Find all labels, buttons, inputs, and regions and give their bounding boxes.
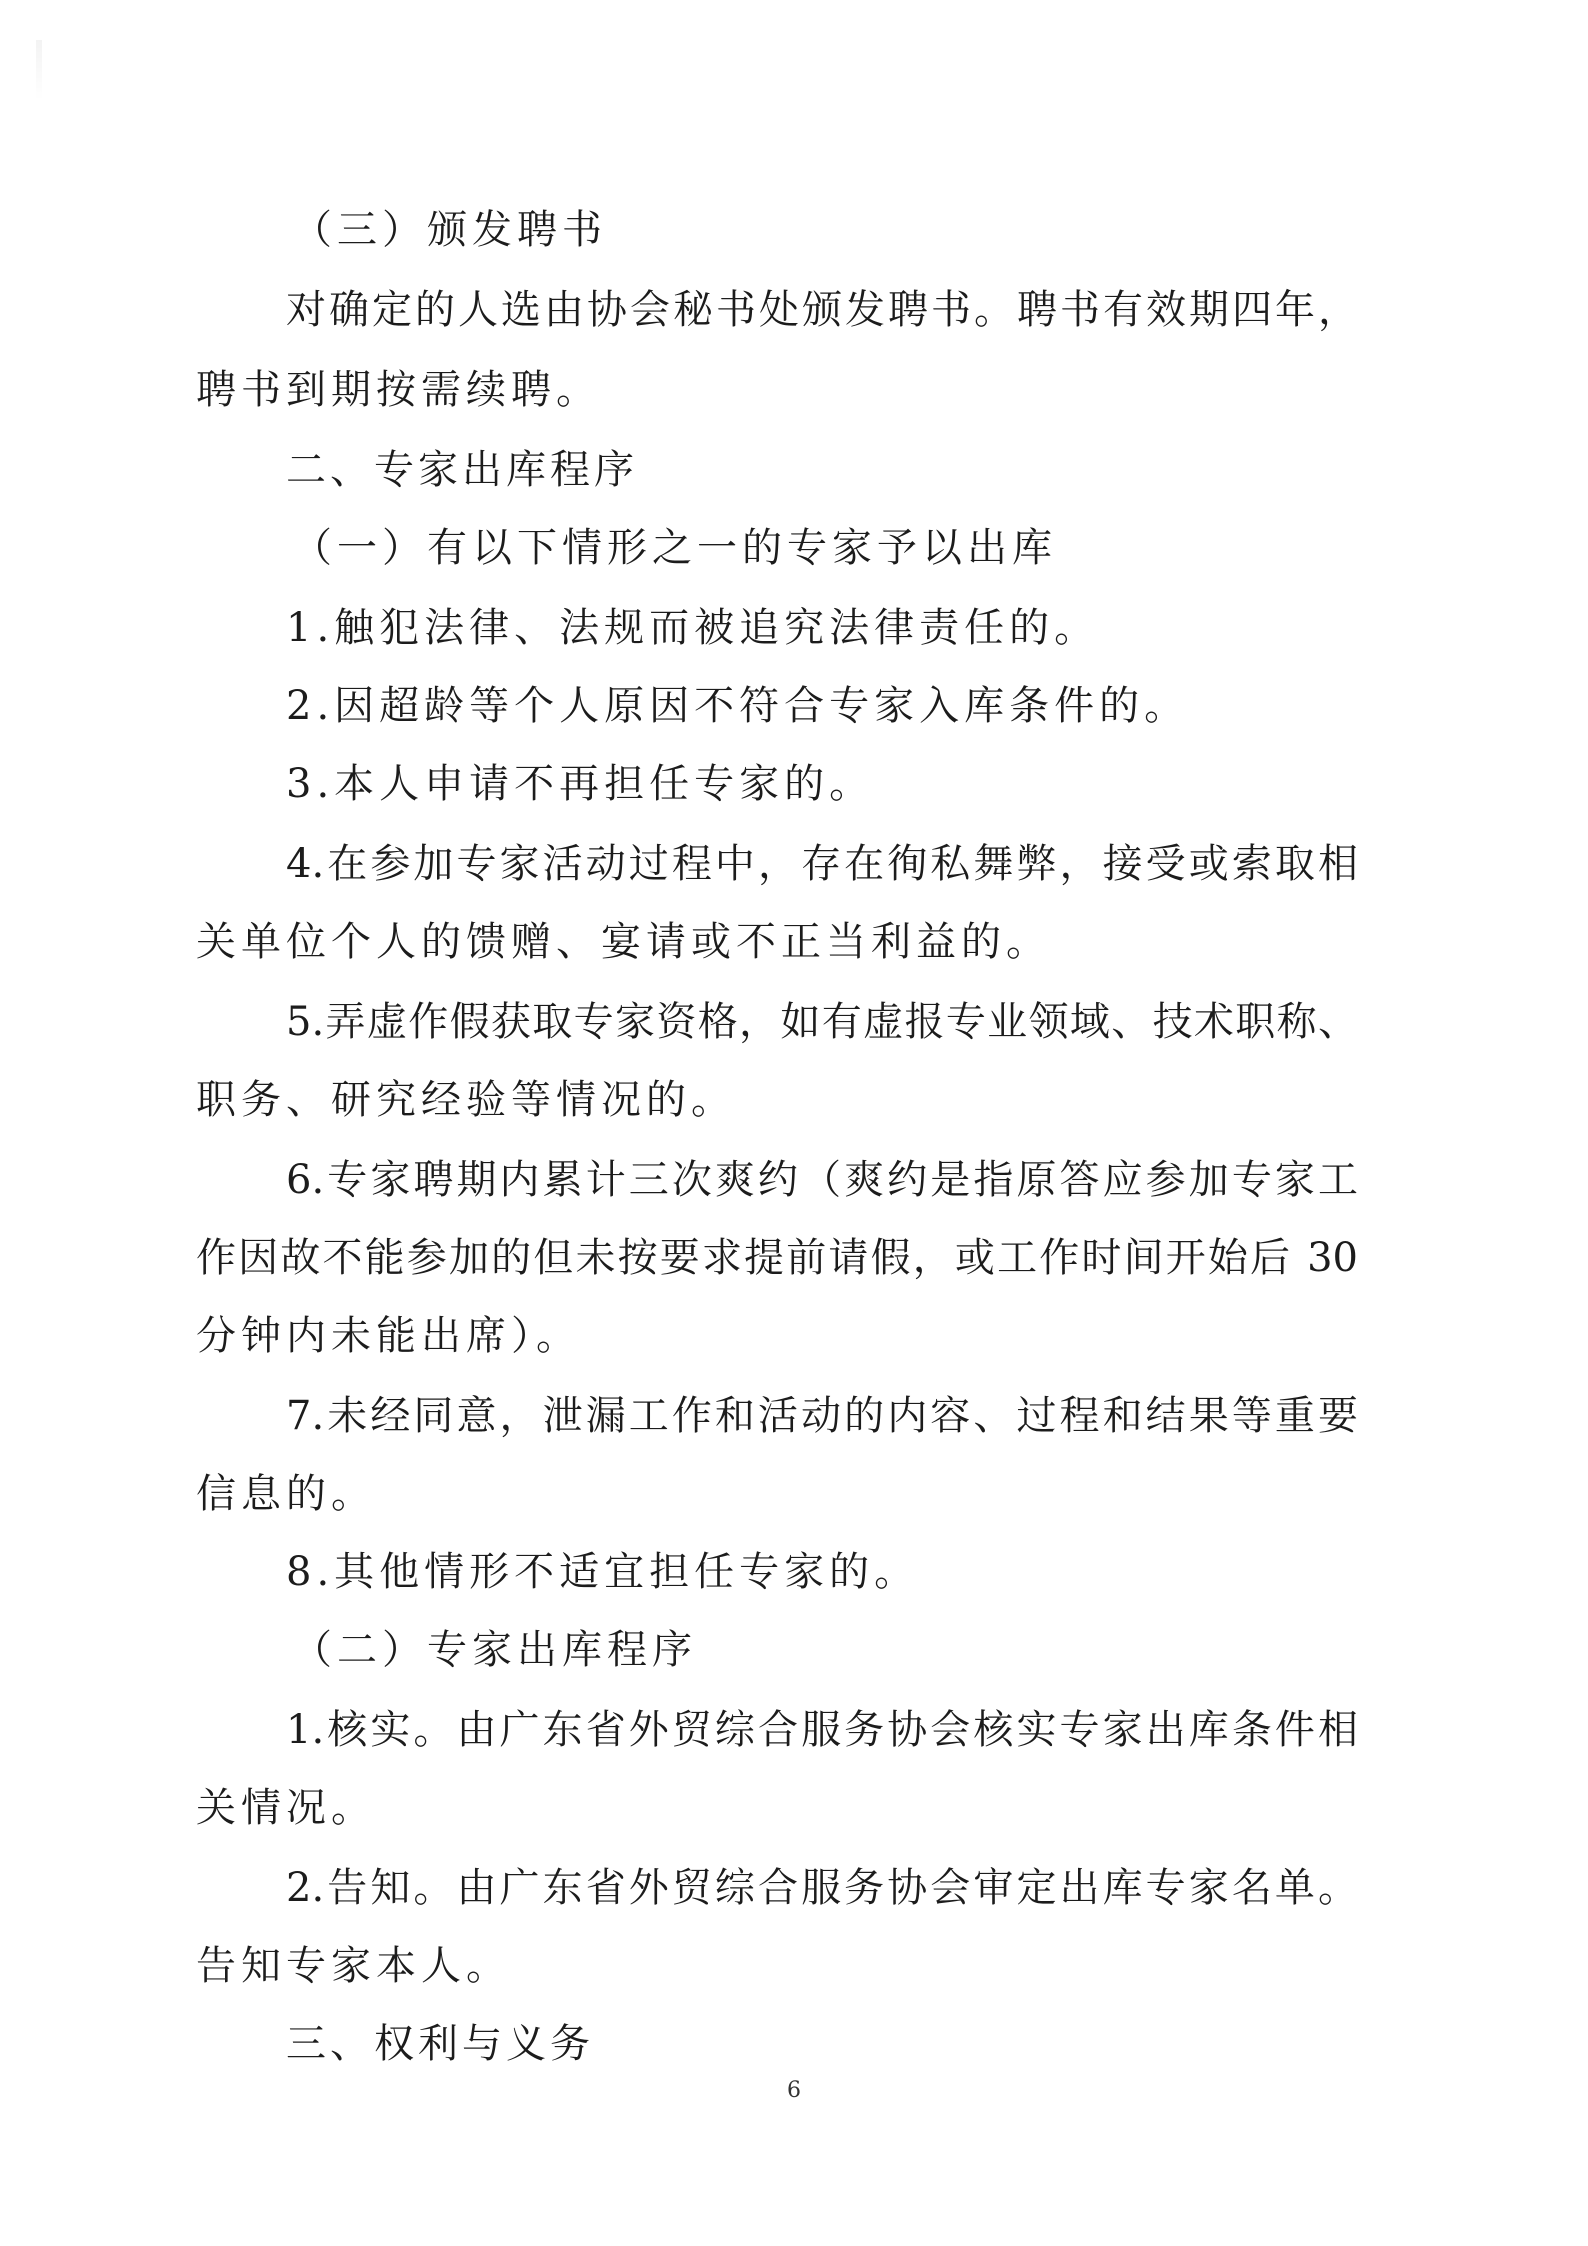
list-item: 5.弄虚作假获取专家资格，如有虚报专业领域、技术职称、 [286,999,1358,1045]
list-item: 7.未经同意，泄漏工作和活动的内容、过程和结果等重要 [286,1393,1358,1439]
list-item: 2.因超龄等个人原因不符合专家入库条件的。 [286,683,1190,729]
list-item: 1.触犯法律、法规而被追究法律责任的。 [286,605,1100,651]
section-heading-expert-exit: 二、专家出库程序 [286,447,638,493]
list-item: 6.专家聘期内累计三次爽约（爽约是指原答应参加专家工 [286,1157,1358,1203]
paragraph-line: 对确定的人选由协会秘书处颁发聘书。聘书有效期四年， [286,287,1358,333]
subsection-heading-exit-conditions: （一）有以下情形之一的专家予以出库 [292,525,1057,571]
list-item-continuation: 关情况。 [196,1785,376,1831]
list-item-continuation: 告知专家本人。 [196,1943,511,1989]
list-item-continuation: 关单位个人的馈赠、宴请或不正当利益的。 [196,919,1051,965]
list-item: 8.其他情形不适宜担任专家的。 [286,1549,920,1595]
list-item: 1.核实。由广东省外贸综合服务协会核实专家出库条件相 [286,1707,1358,1753]
subsection-heading-exit-procedure: （二）专家出库程序 [292,1627,697,1673]
list-item-continuation: 信息的。 [196,1471,376,1517]
list-item-continuation: 分钟内未能出席）。 [196,1313,581,1359]
page-number: 6 [787,2078,801,2103]
list-item: 3.本人申请不再担任专家的。 [286,761,875,807]
list-item: 2.告知。由广东省外贸综合服务协会审定出库专家名单。 [286,1865,1358,1911]
section-heading-rights-duties: 三、权利与义务 [286,2021,594,2067]
paragraph-line: 聘书到期按需续聘。 [196,367,601,413]
list-item-continuation: 作因故不能参加的但未按要求提前请假，或工作时间开始后 30 [196,1235,1358,1281]
scan-edge-mark [36,40,42,100]
subsection-heading-issue-certificate: （三）颁发聘书 [292,207,607,253]
list-item-continuation: 职务、研究经验等情况的。 [196,1077,736,1123]
list-item: 4.在参加专家活动过程中，存在徇私舞弊，接受或索取相 [286,841,1358,887]
